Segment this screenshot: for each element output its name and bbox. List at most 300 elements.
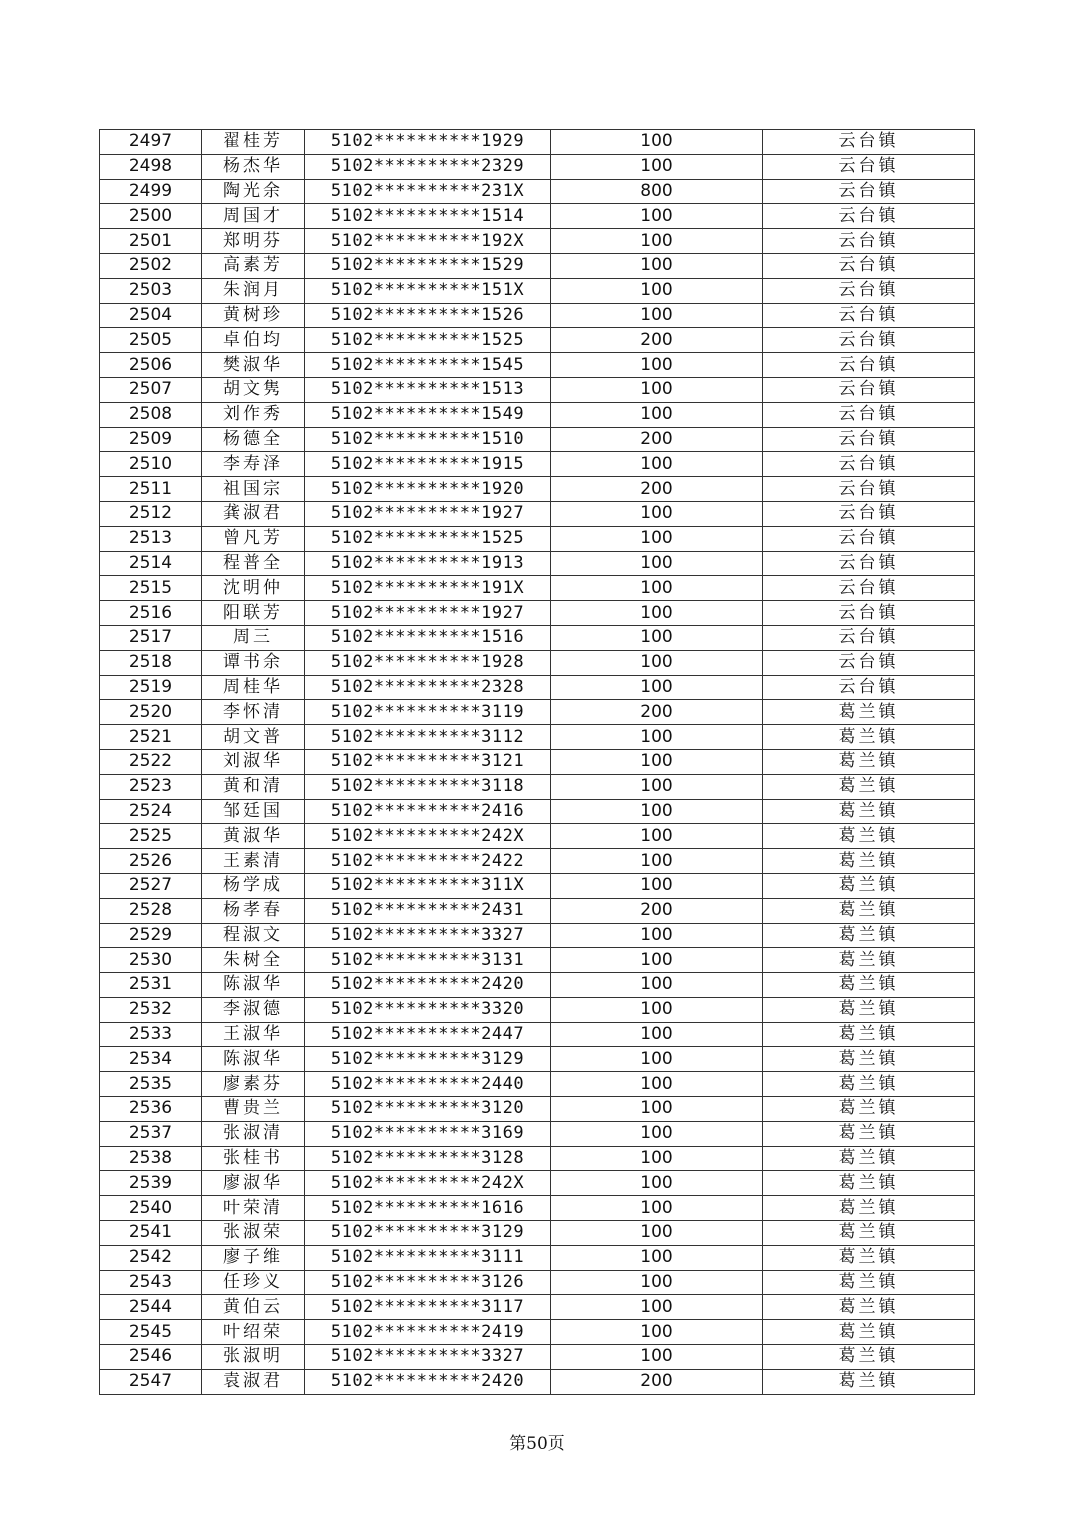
- seq-cell: 2510: [100, 452, 202, 477]
- table-row: [100, 1121, 975, 1146]
- name-cell: 胡文隽: [202, 377, 305, 402]
- seq-cell: 2508: [100, 402, 202, 427]
- id-number-cell: 5102**********1516: [305, 625, 551, 650]
- table-row: [100, 1221, 975, 1246]
- name-cell: 邹廷国: [202, 799, 305, 824]
- town-cell: 葛兰镇: [763, 973, 975, 998]
- town-cell: 云台镇: [763, 625, 975, 650]
- seq-cell: 2534: [100, 1047, 202, 1072]
- seq-cell: 2543: [100, 1270, 202, 1295]
- id-number-cell: 5102**********2328: [305, 675, 551, 700]
- amount-cell: 100: [551, 526, 763, 551]
- name-cell: 陈淑华: [202, 1047, 305, 1072]
- table-row: [100, 725, 975, 750]
- seq-cell: 2532: [100, 997, 202, 1022]
- table-row: [100, 1022, 975, 1047]
- id-number-cell: 5102**********1514: [305, 204, 551, 229]
- id-number-cell: 5102**********3129: [305, 1221, 551, 1246]
- seq-cell: 2528: [100, 898, 202, 923]
- table-row: [100, 675, 975, 700]
- amount-cell: 100: [551, 1171, 763, 1196]
- id-number-cell: 5102**********2447: [305, 1022, 551, 1047]
- amount-cell: 100: [551, 799, 763, 824]
- seq-cell: 2525: [100, 824, 202, 849]
- name-cell: 胡文普: [202, 725, 305, 750]
- name-cell: 张淑荣: [202, 1221, 305, 1246]
- id-number-cell: 5102**********1915: [305, 452, 551, 477]
- name-cell: 龚淑君: [202, 501, 305, 526]
- id-number-cell: 5102**********3120: [305, 1097, 551, 1122]
- table-row: [100, 1196, 975, 1221]
- name-cell: 杨孝春: [202, 898, 305, 923]
- town-cell: 葛兰镇: [763, 849, 975, 874]
- town-cell: 葛兰镇: [763, 749, 975, 774]
- table-row: [100, 1146, 975, 1171]
- name-cell: 郑明芬: [202, 229, 305, 254]
- seq-cell: 2519: [100, 675, 202, 700]
- town-cell: 葛兰镇: [763, 1345, 975, 1370]
- name-cell: 高素芳: [202, 253, 305, 278]
- seq-cell: 2530: [100, 948, 202, 973]
- id-number-cell: 5102**********1525: [305, 328, 551, 353]
- town-cell: 云台镇: [763, 204, 975, 229]
- amount-cell: 100: [551, 1121, 763, 1146]
- name-cell: 周桂华: [202, 675, 305, 700]
- id-number-cell: 5102**********242X: [305, 824, 551, 849]
- town-cell: 葛兰镇: [763, 774, 975, 799]
- name-cell: 陈淑华: [202, 973, 305, 998]
- amount-cell: 100: [551, 650, 763, 675]
- name-cell: 杨德全: [202, 427, 305, 452]
- name-cell: 黄淑华: [202, 824, 305, 849]
- id-number-cell: 5102**********2431: [305, 898, 551, 923]
- town-cell: 葛兰镇: [763, 1022, 975, 1047]
- amount-cell: 200: [551, 477, 763, 502]
- id-number-cell: 5102**********3111: [305, 1245, 551, 1270]
- town-cell: 云台镇: [763, 154, 975, 179]
- town-cell: 葛兰镇: [763, 1097, 975, 1122]
- id-number-cell: 5102**********2420: [305, 1369, 551, 1394]
- name-cell: 李寿泽: [202, 452, 305, 477]
- seq-cell: 2518: [100, 650, 202, 675]
- amount-cell: 200: [551, 898, 763, 923]
- town-cell: 葛兰镇: [763, 1295, 975, 1320]
- id-number-cell: 5102**********3327: [305, 923, 551, 948]
- id-number-cell: 5102**********1927: [305, 501, 551, 526]
- table-row: [100, 1295, 975, 1320]
- seq-cell: 2546: [100, 1345, 202, 1370]
- name-cell: 叶荣清: [202, 1196, 305, 1221]
- name-cell: 张淑清: [202, 1121, 305, 1146]
- seq-cell: 2538: [100, 1146, 202, 1171]
- name-cell: 刘作秀: [202, 402, 305, 427]
- amount-cell: 100: [551, 253, 763, 278]
- table-row: [100, 923, 975, 948]
- seq-cell: 2504: [100, 303, 202, 328]
- seq-cell: 2509: [100, 427, 202, 452]
- name-cell: 樊淑华: [202, 353, 305, 378]
- id-number-cell: 5102**********151X: [305, 278, 551, 303]
- town-cell: 云台镇: [763, 675, 975, 700]
- town-cell: 葛兰镇: [763, 1245, 975, 1270]
- amount-cell: 100: [551, 278, 763, 303]
- id-number-cell: 5102**********2420: [305, 973, 551, 998]
- town-cell: 葛兰镇: [763, 1270, 975, 1295]
- amount-cell: 100: [551, 1270, 763, 1295]
- amount-cell: 100: [551, 1245, 763, 1270]
- id-number-cell: 5102**********2419: [305, 1320, 551, 1345]
- seq-cell: 2547: [100, 1369, 202, 1394]
- id-number-cell: 5102**********3131: [305, 948, 551, 973]
- table-row: [100, 353, 975, 378]
- amount-cell: 100: [551, 1320, 763, 1345]
- id-number-cell: 5102**********3117: [305, 1295, 551, 1320]
- table-row: [100, 328, 975, 353]
- table-row: [100, 1072, 975, 1097]
- amount-cell: 200: [551, 427, 763, 452]
- amount-cell: 100: [551, 377, 763, 402]
- seq-cell: 2499: [100, 179, 202, 204]
- town-cell: 云台镇: [763, 253, 975, 278]
- name-cell: 刘淑华: [202, 749, 305, 774]
- amount-cell: 100: [551, 303, 763, 328]
- seq-cell: 2500: [100, 204, 202, 229]
- name-cell: 李怀清: [202, 700, 305, 725]
- name-cell: 叶绍荣: [202, 1320, 305, 1345]
- table-row: [100, 303, 975, 328]
- town-cell: 云台镇: [763, 278, 975, 303]
- name-cell: 朱树全: [202, 948, 305, 973]
- town-cell: 葛兰镇: [763, 898, 975, 923]
- seq-cell: 2523: [100, 774, 202, 799]
- town-cell: 云台镇: [763, 452, 975, 477]
- name-cell: 袁淑君: [202, 1369, 305, 1394]
- table-row: [100, 973, 975, 998]
- page-number: 第50页: [509, 1434, 565, 1454]
- name-cell: 黄和清: [202, 774, 305, 799]
- seq-cell: 2521: [100, 725, 202, 750]
- town-cell: 云台镇: [763, 650, 975, 675]
- table-row: [100, 427, 975, 452]
- town-cell: 葛兰镇: [763, 725, 975, 750]
- town-cell: 葛兰镇: [763, 997, 975, 1022]
- id-number-cell: 5102**********1545: [305, 353, 551, 378]
- amount-cell: 100: [551, 551, 763, 576]
- seq-cell: 2542: [100, 1245, 202, 1270]
- amount-cell: 100: [551, 1146, 763, 1171]
- amount-cell: 100: [551, 154, 763, 179]
- id-number-cell: 5102**********1913: [305, 551, 551, 576]
- table-row: [100, 948, 975, 973]
- id-number-cell: 5102**********1529: [305, 253, 551, 278]
- id-number-cell: 5102**********1927: [305, 601, 551, 626]
- town-cell: 葛兰镇: [763, 923, 975, 948]
- name-cell: 沈明仲: [202, 576, 305, 601]
- town-cell: 云台镇: [763, 601, 975, 626]
- amount-cell: 100: [551, 849, 763, 874]
- table-row: [100, 576, 975, 601]
- table-row: [100, 154, 975, 179]
- name-cell: 阳联芳: [202, 601, 305, 626]
- amount-cell: 100: [551, 725, 763, 750]
- name-cell: 曾凡芳: [202, 526, 305, 551]
- id-number-cell: 5102**********191X: [305, 576, 551, 601]
- amount-cell: 100: [551, 873, 763, 898]
- town-cell: 云台镇: [763, 377, 975, 402]
- amount-cell: 100: [551, 204, 763, 229]
- seq-cell: 2522: [100, 749, 202, 774]
- amount-cell: 800: [551, 179, 763, 204]
- town-cell: 葛兰镇: [763, 700, 975, 725]
- table-row: [100, 997, 975, 1022]
- amount-cell: 100: [551, 923, 763, 948]
- town-cell: 云台镇: [763, 551, 975, 576]
- name-cell: 杨学成: [202, 873, 305, 898]
- table-row: [100, 700, 975, 725]
- table-row: [100, 1097, 975, 1122]
- town-cell: 葛兰镇: [763, 799, 975, 824]
- seq-cell: 2503: [100, 278, 202, 303]
- seq-cell: 2515: [100, 576, 202, 601]
- seq-cell: 2512: [100, 501, 202, 526]
- id-number-cell: 5102**********3126: [305, 1270, 551, 1295]
- id-number-cell: 5102**********1920: [305, 477, 551, 502]
- amount-cell: 100: [551, 774, 763, 799]
- amount-cell: 100: [551, 353, 763, 378]
- table-row: [100, 774, 975, 799]
- amount-cell: 100: [551, 1196, 763, 1221]
- seq-cell: 2526: [100, 849, 202, 874]
- name-cell: 张淑明: [202, 1345, 305, 1370]
- town-cell: 云台镇: [763, 501, 975, 526]
- seq-cell: 2516: [100, 601, 202, 626]
- id-number-cell: 5102**********1616: [305, 1196, 551, 1221]
- name-cell: 祖国宗: [202, 477, 305, 502]
- seq-cell: 2531: [100, 973, 202, 998]
- table-row: [100, 253, 975, 278]
- amount-cell: 100: [551, 601, 763, 626]
- table-body: [100, 130, 975, 1395]
- name-cell: 程普全: [202, 551, 305, 576]
- town-cell: 葛兰镇: [763, 1369, 975, 1394]
- id-number-cell: 5102**********3327: [305, 1345, 551, 1370]
- table-row: [100, 501, 975, 526]
- seq-cell: 2545: [100, 1320, 202, 1345]
- amount-cell: 100: [551, 402, 763, 427]
- name-cell: 黄伯云: [202, 1295, 305, 1320]
- seq-cell: 2536: [100, 1097, 202, 1122]
- table-row: [100, 601, 975, 626]
- id-number-cell: 5102**********192X: [305, 229, 551, 254]
- town-cell: 云台镇: [763, 576, 975, 601]
- seq-cell: 2514: [100, 551, 202, 576]
- table-row: [100, 1369, 975, 1394]
- table-row: [100, 377, 975, 402]
- name-cell: 周三: [202, 625, 305, 650]
- id-number-cell: 5102**********1928: [305, 650, 551, 675]
- seq-cell: 2527: [100, 873, 202, 898]
- name-cell: 翟桂芳: [202, 130, 305, 155]
- seq-cell: 2511: [100, 477, 202, 502]
- seq-cell: 2529: [100, 923, 202, 948]
- amount-cell: 100: [551, 1345, 763, 1370]
- id-number-cell: 5102**********3118: [305, 774, 551, 799]
- id-number-cell: 5102**********3112: [305, 725, 551, 750]
- town-cell: 葛兰镇: [763, 1171, 975, 1196]
- table-row: [100, 749, 975, 774]
- id-number-cell: 5102**********2422: [305, 849, 551, 874]
- table-row: [100, 229, 975, 254]
- amount-cell: 200: [551, 700, 763, 725]
- table-row: [100, 873, 975, 898]
- seq-cell: 2535: [100, 1072, 202, 1097]
- town-cell: 葛兰镇: [763, 824, 975, 849]
- name-cell: 廖子维: [202, 1245, 305, 1270]
- table-row: [100, 898, 975, 923]
- name-cell: 任珍义: [202, 1270, 305, 1295]
- town-cell: 云台镇: [763, 303, 975, 328]
- table-row: [100, 849, 975, 874]
- table-row: [100, 402, 975, 427]
- id-number-cell: 5102**********3320: [305, 997, 551, 1022]
- town-cell: 云台镇: [763, 402, 975, 427]
- seq-cell: 2513: [100, 526, 202, 551]
- table-row: [100, 1047, 975, 1072]
- amount-cell: 200: [551, 1369, 763, 1394]
- town-cell: 葛兰镇: [763, 1121, 975, 1146]
- table-row: [100, 1270, 975, 1295]
- seq-cell: 2498: [100, 154, 202, 179]
- name-cell: 廖淑华: [202, 1171, 305, 1196]
- id-number-cell: 5102**********3169: [305, 1121, 551, 1146]
- town-cell: 葛兰镇: [763, 1047, 975, 1072]
- table-row: [100, 1345, 975, 1370]
- name-cell: 谭书余: [202, 650, 305, 675]
- town-cell: 云台镇: [763, 179, 975, 204]
- amount-cell: 100: [551, 1295, 763, 1320]
- table-row: [100, 1171, 975, 1196]
- seq-cell: 2544: [100, 1295, 202, 1320]
- name-cell: 杨杰华: [202, 154, 305, 179]
- id-number-cell: 5102**********2416: [305, 799, 551, 824]
- amount-cell: 100: [551, 1072, 763, 1097]
- table-row: [100, 551, 975, 576]
- name-cell: 王素清: [202, 849, 305, 874]
- id-number-cell: 5102**********242X: [305, 1171, 551, 1196]
- seq-cell: 2539: [100, 1171, 202, 1196]
- amount-cell: 100: [551, 1221, 763, 1246]
- name-cell: 王淑华: [202, 1022, 305, 1047]
- table-row: [100, 799, 975, 824]
- seq-cell: 2533: [100, 1022, 202, 1047]
- town-cell: 葛兰镇: [763, 873, 975, 898]
- town-cell: 葛兰镇: [763, 1072, 975, 1097]
- town-cell: 云台镇: [763, 229, 975, 254]
- amount-cell: 100: [551, 130, 763, 155]
- table-row: [100, 130, 975, 155]
- amount-cell: 100: [551, 675, 763, 700]
- amount-cell: 100: [551, 1047, 763, 1072]
- name-cell: 张桂书: [202, 1146, 305, 1171]
- id-number-cell: 5102**********3128: [305, 1146, 551, 1171]
- town-cell: 葛兰镇: [763, 948, 975, 973]
- table-row: [100, 278, 975, 303]
- town-cell: 云台镇: [763, 353, 975, 378]
- id-number-cell: 5102**********1929: [305, 130, 551, 155]
- amount-cell: 100: [551, 229, 763, 254]
- seq-cell: 2517: [100, 625, 202, 650]
- id-number-cell: 5102**********1525: [305, 526, 551, 551]
- id-number-cell: 5102**********3121: [305, 749, 551, 774]
- seq-cell: 2505: [100, 328, 202, 353]
- id-number-cell: 5102**********2329: [305, 154, 551, 179]
- town-cell: 葛兰镇: [763, 1320, 975, 1345]
- seq-cell: 2524: [100, 799, 202, 824]
- amount-cell: 100: [551, 1022, 763, 1047]
- seq-cell: 2502: [100, 253, 202, 278]
- amount-cell: 100: [551, 749, 763, 774]
- id-number-cell: 5102**********231X: [305, 179, 551, 204]
- name-cell: 卓伯均: [202, 328, 305, 353]
- seq-cell: 2497: [100, 130, 202, 155]
- table-row: [100, 477, 975, 502]
- id-number-cell: 5102**********3119: [305, 700, 551, 725]
- town-cell: 云台镇: [763, 130, 975, 155]
- town-cell: 云台镇: [763, 477, 975, 502]
- amount-cell: 100: [551, 1097, 763, 1122]
- name-cell: 廖素芬: [202, 1072, 305, 1097]
- amount-cell: 100: [551, 452, 763, 477]
- table-row: [100, 204, 975, 229]
- table-row: [100, 625, 975, 650]
- seq-cell: 2537: [100, 1121, 202, 1146]
- seq-cell: 2540: [100, 1196, 202, 1221]
- name-cell: 黄树珍: [202, 303, 305, 328]
- recipient-table: [99, 129, 975, 1395]
- table-row: [100, 452, 975, 477]
- id-number-cell: 5102**********1513: [305, 377, 551, 402]
- seq-cell: 2541: [100, 1221, 202, 1246]
- town-cell: 葛兰镇: [763, 1146, 975, 1171]
- id-number-cell: 5102**********311X: [305, 873, 551, 898]
- table-row: [100, 179, 975, 204]
- seq-cell: 2507: [100, 377, 202, 402]
- id-number-cell: 5102**********1549: [305, 402, 551, 427]
- table-row: [100, 526, 975, 551]
- town-cell: 葛兰镇: [763, 1221, 975, 1246]
- seq-cell: 2520: [100, 700, 202, 725]
- amount-cell: 100: [551, 997, 763, 1022]
- id-number-cell: 5102**********1510: [305, 427, 551, 452]
- town-cell: 云台镇: [763, 427, 975, 452]
- table-row: [100, 650, 975, 675]
- id-number-cell: 5102**********3129: [305, 1047, 551, 1072]
- seq-cell: 2501: [100, 229, 202, 254]
- name-cell: 陶光余: [202, 179, 305, 204]
- table-row: [100, 824, 975, 849]
- amount-cell: 200: [551, 328, 763, 353]
- id-number-cell: 5102**********1526: [305, 303, 551, 328]
- name-cell: 曹贵兰: [202, 1097, 305, 1122]
- name-cell: 程淑文: [202, 923, 305, 948]
- table-row: [100, 1320, 975, 1345]
- town-cell: 云台镇: [763, 328, 975, 353]
- id-number-cell: 5102**********2440: [305, 1072, 551, 1097]
- amount-cell: 100: [551, 501, 763, 526]
- amount-cell: 100: [551, 948, 763, 973]
- amount-cell: 100: [551, 625, 763, 650]
- town-cell: 葛兰镇: [763, 1196, 975, 1221]
